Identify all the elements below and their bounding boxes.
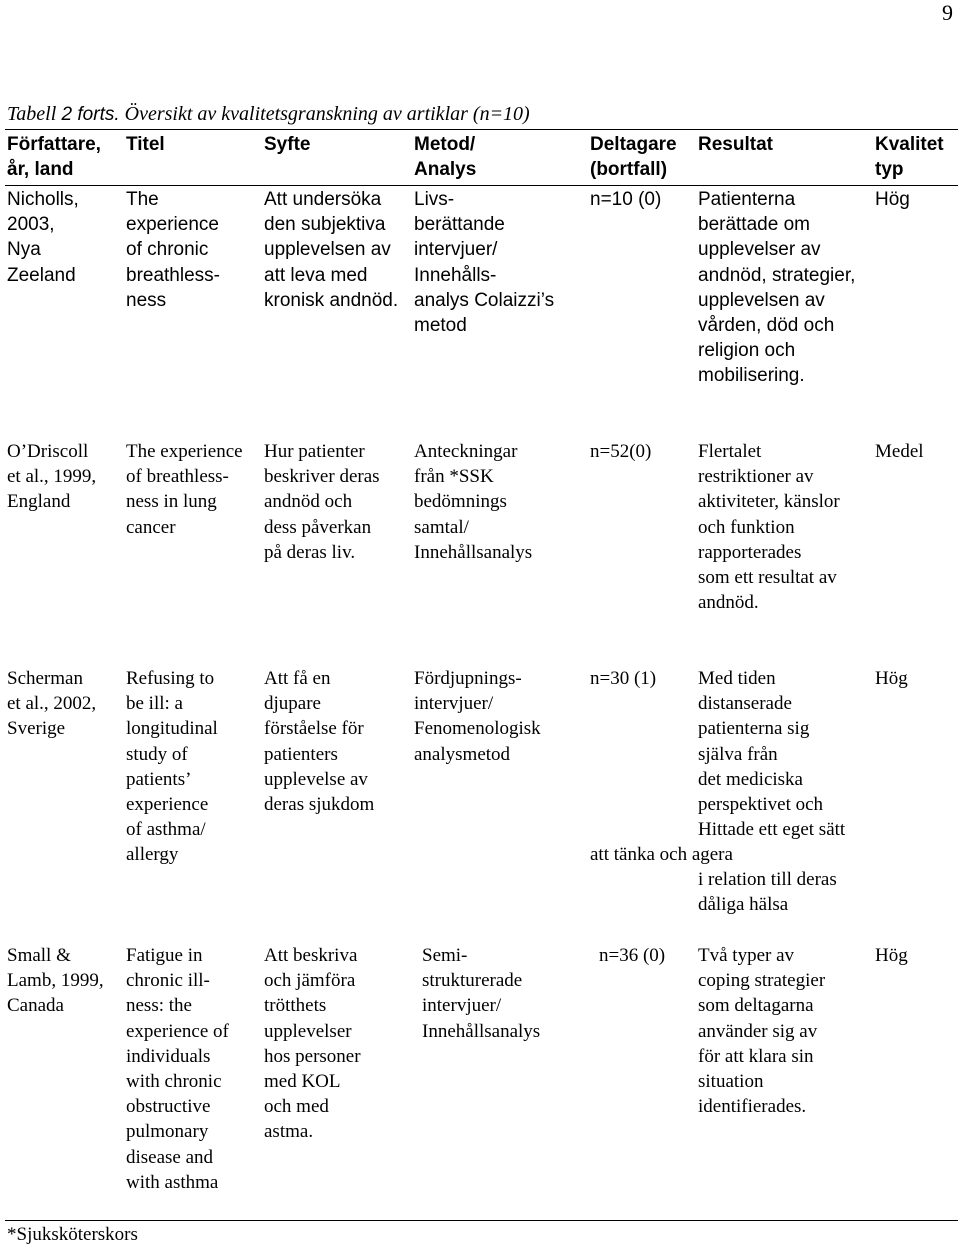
table-caption: [7, 103, 530, 126]
header-author: Författare, år, land: [7, 134, 101, 181]
cell-result-tail: i relation till deras dåliga hälsa: [698, 869, 837, 916]
cell-quality: Hög: [875, 668, 908, 689]
cell-aim: Att beskriva och jämföra trötthets upplevelser hos personer med KOL och med astma.: [264, 945, 361, 1143]
cell-title: The experience of breathless- ness in lung cancer: [126, 441, 243, 538]
table-bottom-rule: [5, 1220, 958, 1221]
cell-title: Refusing to be ill: a longitudinal study of patients’ experience of asthma/ allergy: [126, 668, 218, 866]
cell-result: Två typer av coping strategier som deltagarna använder sig av för att klara sin situation identifierades.: [698, 945, 826, 1118]
cell-participants: n=52(0): [590, 441, 652, 462]
caption-continued: 2 forts.: [56, 104, 120, 125]
header-aim: Syfte: [264, 134, 311, 155]
cell-author: Small & Lamb, 1999, Canada: [7, 945, 104, 1017]
cell-title: The experience of chronic breathless- ness: [126, 189, 220, 311]
cell-method: Semi- strukturerade intervjuer/ Innehållsanalys: [422, 945, 541, 1042]
cell-result: Med tiden distanserade patienterna sig själva från det mediciska perspektivet och Hittade ett eget sätt: [698, 668, 846, 841]
cell-result: Flertalet restriktioner av aktiviteter, känslor och funktion rapporterades som ett resultat av andnöd.: [698, 441, 840, 614]
cell-author: Nicholls, 2003, Nya Zeeland: [7, 189, 79, 286]
page-number: 9: [942, 0, 953, 25]
cell-participants: n=36 (0): [599, 945, 666, 966]
cell-method: Anteckningar från *SSK bedömnings samtal/ Innehållsanalys: [414, 441, 533, 563]
cell-result-overflow: att tänka och agera: [590, 844, 733, 865]
cell-aim: Att undersöka den subjektiva upplevelsen av att leva med kronisk andnöd.: [264, 189, 399, 311]
table-top-rule: [5, 129, 958, 130]
cell-method: Livs- berättande intervjuer/ Innehålls- analys Colaizzi’s metod: [414, 189, 555, 337]
footnote: *Sjuksköterskors: [7, 1224, 138, 1245]
cell-aim: Att få en djupare förståelse för patienters upplevelse av deras sjukdom: [264, 668, 375, 816]
cell-quality: Hög: [875, 189, 910, 210]
cell-quality: Medel: [875, 441, 924, 462]
header-method: Metod/ Analys: [414, 134, 477, 181]
header-result: Resultat: [698, 134, 773, 155]
cell-author: Scherman et al., 2002, Sverige: [7, 668, 97, 740]
caption-title: Översikt av kvalitetsgranskning av artiklar (n=10): [119, 103, 530, 125]
cell-method: Fördjupnings- intervjuer/ Fenomenologisk analysmetod: [414, 668, 541, 765]
cell-participants: n=10 (0): [590, 189, 662, 210]
header-title: Titel: [126, 134, 165, 155]
cell-title: Fatigue in chronic ill- ness: the experience of individuals with chronic obstructive pulmonary disease and with asthma: [126, 945, 229, 1193]
cell-quality: Hög: [875, 945, 908, 966]
cell-author: O’Driscoll et al., 1999, England: [7, 441, 97, 513]
cell-result: Patienterna berättade om upplevelser av andnöd, strategier, upplevelsen av vården, död och religion och mobilisering.: [698, 189, 856, 387]
cell-participants: n=30 (1): [590, 668, 657, 689]
cell-aim: Hur patienter beskriver deras andnöd och dess påverkan på deras liv.: [264, 441, 380, 563]
header-participants: Deltagare (bortfall): [590, 134, 677, 181]
header-bottom-rule: [5, 185, 958, 186]
caption-lead: Tabell: [7, 103, 57, 125]
header-quality: Kvalitet typ: [875, 134, 944, 181]
